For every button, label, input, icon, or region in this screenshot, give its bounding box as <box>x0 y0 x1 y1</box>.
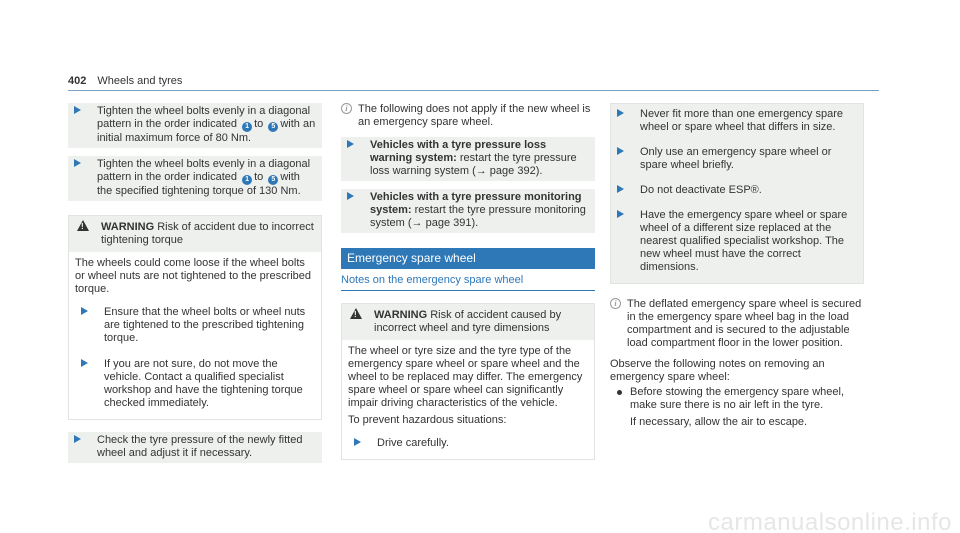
step-text: Tighten the wheel bolts evenly in a diagonal pattern in the order indicated <box>97 105 311 130</box>
warning-step-ensure <box>75 304 315 348</box>
step-use-briefly <box>611 144 859 175</box>
watermark: carmanualsonline.info <box>708 509 952 533</box>
arrow-right-icon <box>74 106 81 114</box>
step-replace-wheel <box>611 207 859 277</box>
warning-box-dimensions <box>341 303 595 460</box>
section-title: Emergency spare wheel <box>341 248 595 269</box>
step-number-badge: 1 <box>242 122 252 132</box>
warning-box-torque <box>68 215 322 420</box>
step-text: restart the tyre pressure monitoring system (→ page 391). <box>370 204 586 229</box>
step-check-pressure <box>68 432 322 463</box>
warning-triangle-icon <box>350 308 362 319</box>
warning-body <box>342 340 594 459</box>
subsection-heading: Notes on the emergency spare wheel <box>341 269 595 291</box>
note-text: The deflated emergency spare wheel is secured in the emergency spare wheel bag in the load compartment and is secured to the adjustable load compartment floor in the lower position. <box>627 298 862 349</box>
arrow-right-icon <box>81 359 88 367</box>
step-text: Ensure that the wheel bolts or wheel nuts are tightened to the prescribed tightening torque. <box>104 306 306 344</box>
step-text: Have the emergency spare wheel or spare wheel of a different size replaced at the nearest qualified specialist workshop. The new wheel must have the correct dimensions. <box>640 209 848 273</box>
step-text: Do not deactivate ESP®. <box>640 184 762 196</box>
step-restart-loss-warning <box>341 137 595 181</box>
step-text: If you are not sure, do not move the vehicle. Contact a qualified specialist workshop and have the tightening torque checked immediately. <box>104 358 303 409</box>
arrow-right-icon <box>617 210 624 218</box>
step-condition: Vehicles with a tyre pressure loss warning system: <box>370 139 547 164</box>
arrow-right-icon <box>81 307 88 315</box>
step-text: Never fit more than one emergency spare wheel or spare wheel that differs in size. <box>640 108 843 133</box>
step-condition: Vehicles with a tyre pressure monitoring system: <box>370 191 582 216</box>
step-text: Check the tyre pressure of the newly fitted wheel and adjust it if necessary. <box>97 434 303 459</box>
step-tighten-specified <box>68 156 322 201</box>
column-1 <box>68 103 322 471</box>
warning-title: Risk of accident due to incorrect tightening torque <box>101 221 314 246</box>
step-text: restart the tyre pressure loss warning system (→ page 392). <box>370 152 577 177</box>
warning-triangle-icon <box>77 220 89 231</box>
warning-label: WARNING <box>101 221 155 233</box>
warning-header <box>69 216 321 252</box>
step-restart-monitoring <box>341 189 595 233</box>
page-number: 402 <box>68 75 87 87</box>
step-never-fit <box>611 106 859 137</box>
arrow-right-icon <box>617 109 624 117</box>
step-number-badge: 1 <box>242 175 252 185</box>
step-text: to <box>254 118 264 130</box>
step-text: Tighten the wheel bolts evenly in a diagonal pattern in the order indicated <box>97 158 311 183</box>
column-3 <box>610 103 864 429</box>
step-number-badge: 5 <box>268 122 278 132</box>
info-note <box>610 298 864 350</box>
step-esp <box>611 182 859 200</box>
arrow-right-icon <box>74 435 81 443</box>
step-text: with an initial maximum force of 80 Nm. <box>97 118 316 144</box>
arrow-right-icon <box>354 438 361 446</box>
observe-text: Observe the following notes on removing an emergency spare wheel: <box>610 358 825 383</box>
warning-label: WARNING <box>374 309 428 321</box>
info-icon: i <box>341 103 352 114</box>
info-note <box>341 103 595 129</box>
info-icon: i <box>610 298 621 309</box>
step-number-badge: 5 <box>268 175 278 185</box>
arrow-right-icon <box>74 159 81 167</box>
warning-step-drive <box>348 435 588 453</box>
arrow-right-icon <box>617 185 624 193</box>
warning-continuation-panel <box>610 103 864 284</box>
bullet-item: Before stowing the emergency spare wheel, make sure there is no air left in the tyre. <box>616 386 864 412</box>
header-rule <box>68 90 879 91</box>
step-tighten-initial <box>68 103 322 148</box>
warning-header <box>342 304 594 340</box>
warning-step-contact <box>75 356 315 413</box>
warning-body <box>69 252 321 419</box>
page-header-title: Wheels and tyres <box>97 75 183 87</box>
step-text: Drive carefully. <box>377 437 449 449</box>
arrow-right-icon <box>347 140 354 148</box>
step-text: Only use an emergency spare wheel or spare wheel briefly. <box>640 146 832 171</box>
step-text: with the specified tightening torque of 130 Nm. <box>97 171 301 197</box>
column-2 <box>341 103 595 472</box>
indented-text: If necessary, allow the air to escape. <box>630 416 808 428</box>
warning-text: The wheel or tyre size and the tyre type of the emergency spare wheel or spare wheel and the wheel to be replaced may differ. The emergency spare wheel or spare wheel can significantly impair driving characteristics of the vehicle. <box>348 345 583 409</box>
arrow-right-icon <box>617 147 624 155</box>
arrow-right-icon <box>347 192 354 200</box>
warning-text: To prevent hazardous situations: <box>348 414 507 426</box>
warning-title: Risk of accident caused by incorrect wheel and tyre dimensions <box>374 309 562 334</box>
warning-text: The wheels could come loose if the wheel bolts or wheel nuts are not tightened to the prescribed torque. <box>75 257 312 295</box>
page-header <box>68 75 182 89</box>
step-text: to <box>254 171 264 183</box>
note-text: The following does not apply if the new wheel is an emergency spare wheel. <box>358 103 591 128</box>
